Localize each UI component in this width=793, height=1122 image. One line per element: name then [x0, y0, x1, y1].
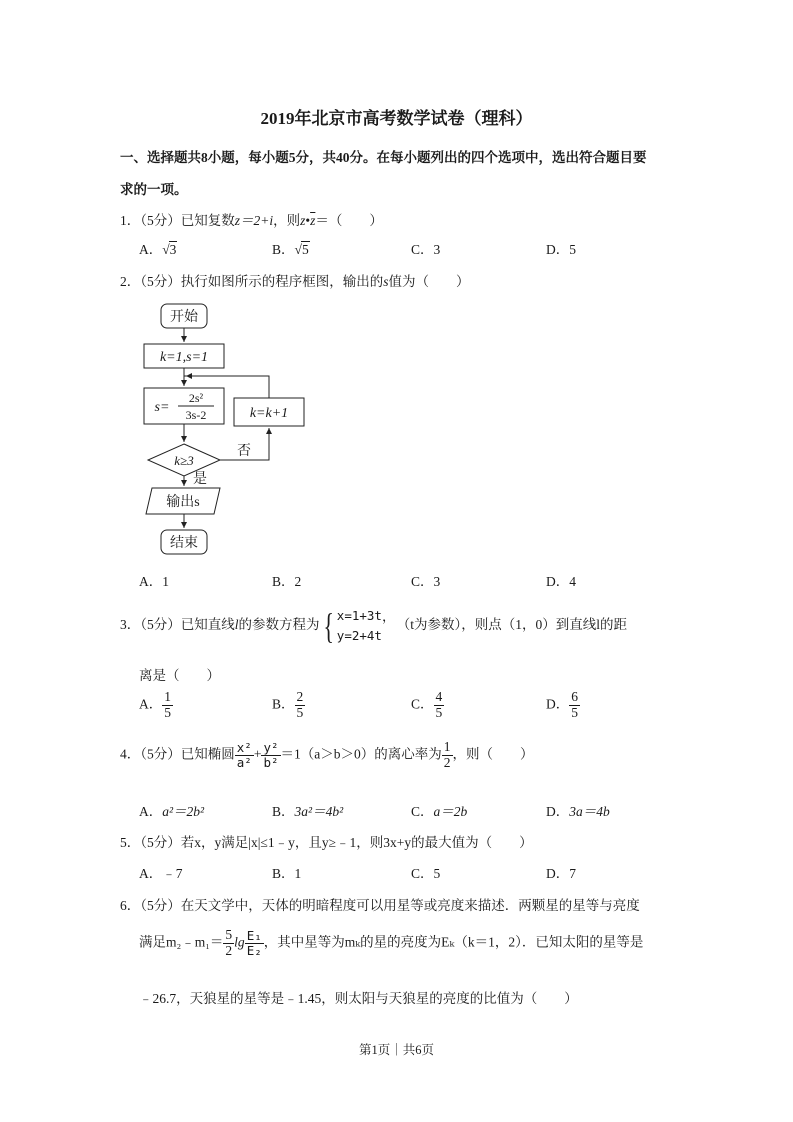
- section-heading: 一、选择题共8小题，每小题5分，共40分。在每小题列出的四个选项中，选出符合题目要: [120, 150, 647, 165]
- flow-increment-label: k=k+1: [249, 406, 289, 421]
- q1-z: z: [300, 213, 306, 228]
- flow-yes-label: 是: [193, 472, 207, 487]
- q6-formula-line: 满足m₂﹣m₁＝ $\frac{5}{2}$ lg $\frac{\text{E₁}}{\text{E₂}}$ ，其中星等为mₖ的星的亮度为Eₖ（k＝1，2）．已知太阳的星等是: [139, 927, 644, 958]
- q1-z-def: z＝2+i: [234, 213, 274, 228]
- question-number: 1．: [120, 213, 141, 228]
- flow-decision-label: k≥3: [174, 453, 194, 468]
- q3-option-d[interactable]: D． $\frac{6}{5}$: [546, 689, 578, 720]
- flow-assign-lhs: s=: [154, 400, 170, 415]
- page-title: 2019年北京市高考数学试卷（理科）: [260, 109, 533, 128]
- q1-tail: ＝（ ）: [315, 213, 383, 228]
- flow-no-label: 否: [237, 444, 251, 459]
- q1-text-b: ，则: [273, 213, 301, 228]
- q2-option-b[interactable]: B．2: [272, 574, 302, 589]
- q2-option-a[interactable]: A．1: [139, 574, 169, 589]
- q2-option-d[interactable]: D．4: [546, 574, 576, 589]
- q4-option-b[interactable]: B．3a²＝4b²: [272, 804, 344, 819]
- question-4: 4．（5分）已知椭圆 $\frac{\text{x²}}{\text{a²}}$ + $\frac{\text{y²}}{\text{b²}}$ ＝1（a＞b＞0）的离心率为 $\frac{1}{2}$ ，则（ ）: [120, 739, 534, 770]
- question-6: 6．（5分）在天文学中，天体的明暗程度可以用星等或亮度来描述．两颗星的星等与亮度: [120, 898, 640, 913]
- q1-option-d[interactable]: D．5: [546, 242, 576, 257]
- q5-option-d[interactable]: D．7: [546, 866, 576, 881]
- question-5: 5．（5分）若x，y满足|x|≤1﹣y，且y≥﹣1，则3x+y的最大值为（ ）: [120, 835, 533, 850]
- q3-text-cont: 离是（ ）: [139, 668, 220, 683]
- q3-option-c[interactable]: C． $\frac{4}{5}$: [411, 689, 443, 720]
- q2-option-c[interactable]: C．3: [411, 574, 441, 589]
- q1-text: （5分）已知复数: [140, 213, 235, 228]
- q3-option-b[interactable]: B． $\frac{2}{5}$: [272, 689, 304, 720]
- q4-option-c[interactable]: C．a＝2b: [411, 804, 468, 819]
- flow-start-label: 开始: [170, 310, 198, 325]
- flow-assign-num: 2s²: [188, 391, 204, 405]
- question-3: 3．（5分）已知直线l的参数方程为{ x=1+3t y=2+4t ，（t为参数），则点（1，0）到直线l的距: [120, 605, 627, 646]
- q1-option-c[interactable]: C．3: [411, 242, 441, 257]
- q5-option-c[interactable]: C．5: [411, 866, 441, 881]
- q3-option-a[interactable]: A． $\frac{1}{5}$: [139, 689, 171, 720]
- q1-dot: •: [305, 213, 311, 228]
- flow-assign-den: 3s-2: [185, 408, 207, 422]
- flowchart: [140, 298, 320, 560]
- page-footer: 第1页｜共6页: [358, 1043, 434, 1057]
- q4-option-a[interactable]: A．a²＝2b²: [139, 804, 205, 819]
- q1-zbar: $\overline{z}$: [310, 213, 316, 228]
- q5-option-b[interactable]: B．1: [272, 866, 302, 881]
- q3-brace: {: [322, 605, 334, 646]
- flow-end-label: 结束: [170, 536, 198, 551]
- flow-init-label: k=1,s=1: [159, 350, 209, 365]
- q1-option-a[interactable]: A．√3: [139, 242, 177, 257]
- question-2: 2．（5分）执行如图所示的程序框图，输出的s值为（ ）: [120, 274, 470, 289]
- q4-option-d[interactable]: D．3a＝4b: [546, 804, 610, 819]
- flow-output-label: 输出s: [166, 495, 200, 510]
- q5-option-a[interactable]: A．﹣7: [139, 866, 183, 881]
- question-1: [120, 209, 383, 229]
- q6-text-cont: ﹣26.7，天狼星的星等是﹣1.45，则太阳与天狼星的亮度的比值为（ ）: [139, 991, 578, 1006]
- q1-option-b[interactable]: B．√5: [272, 242, 309, 257]
- section-heading-cont: 求的一项。: [120, 182, 188, 197]
